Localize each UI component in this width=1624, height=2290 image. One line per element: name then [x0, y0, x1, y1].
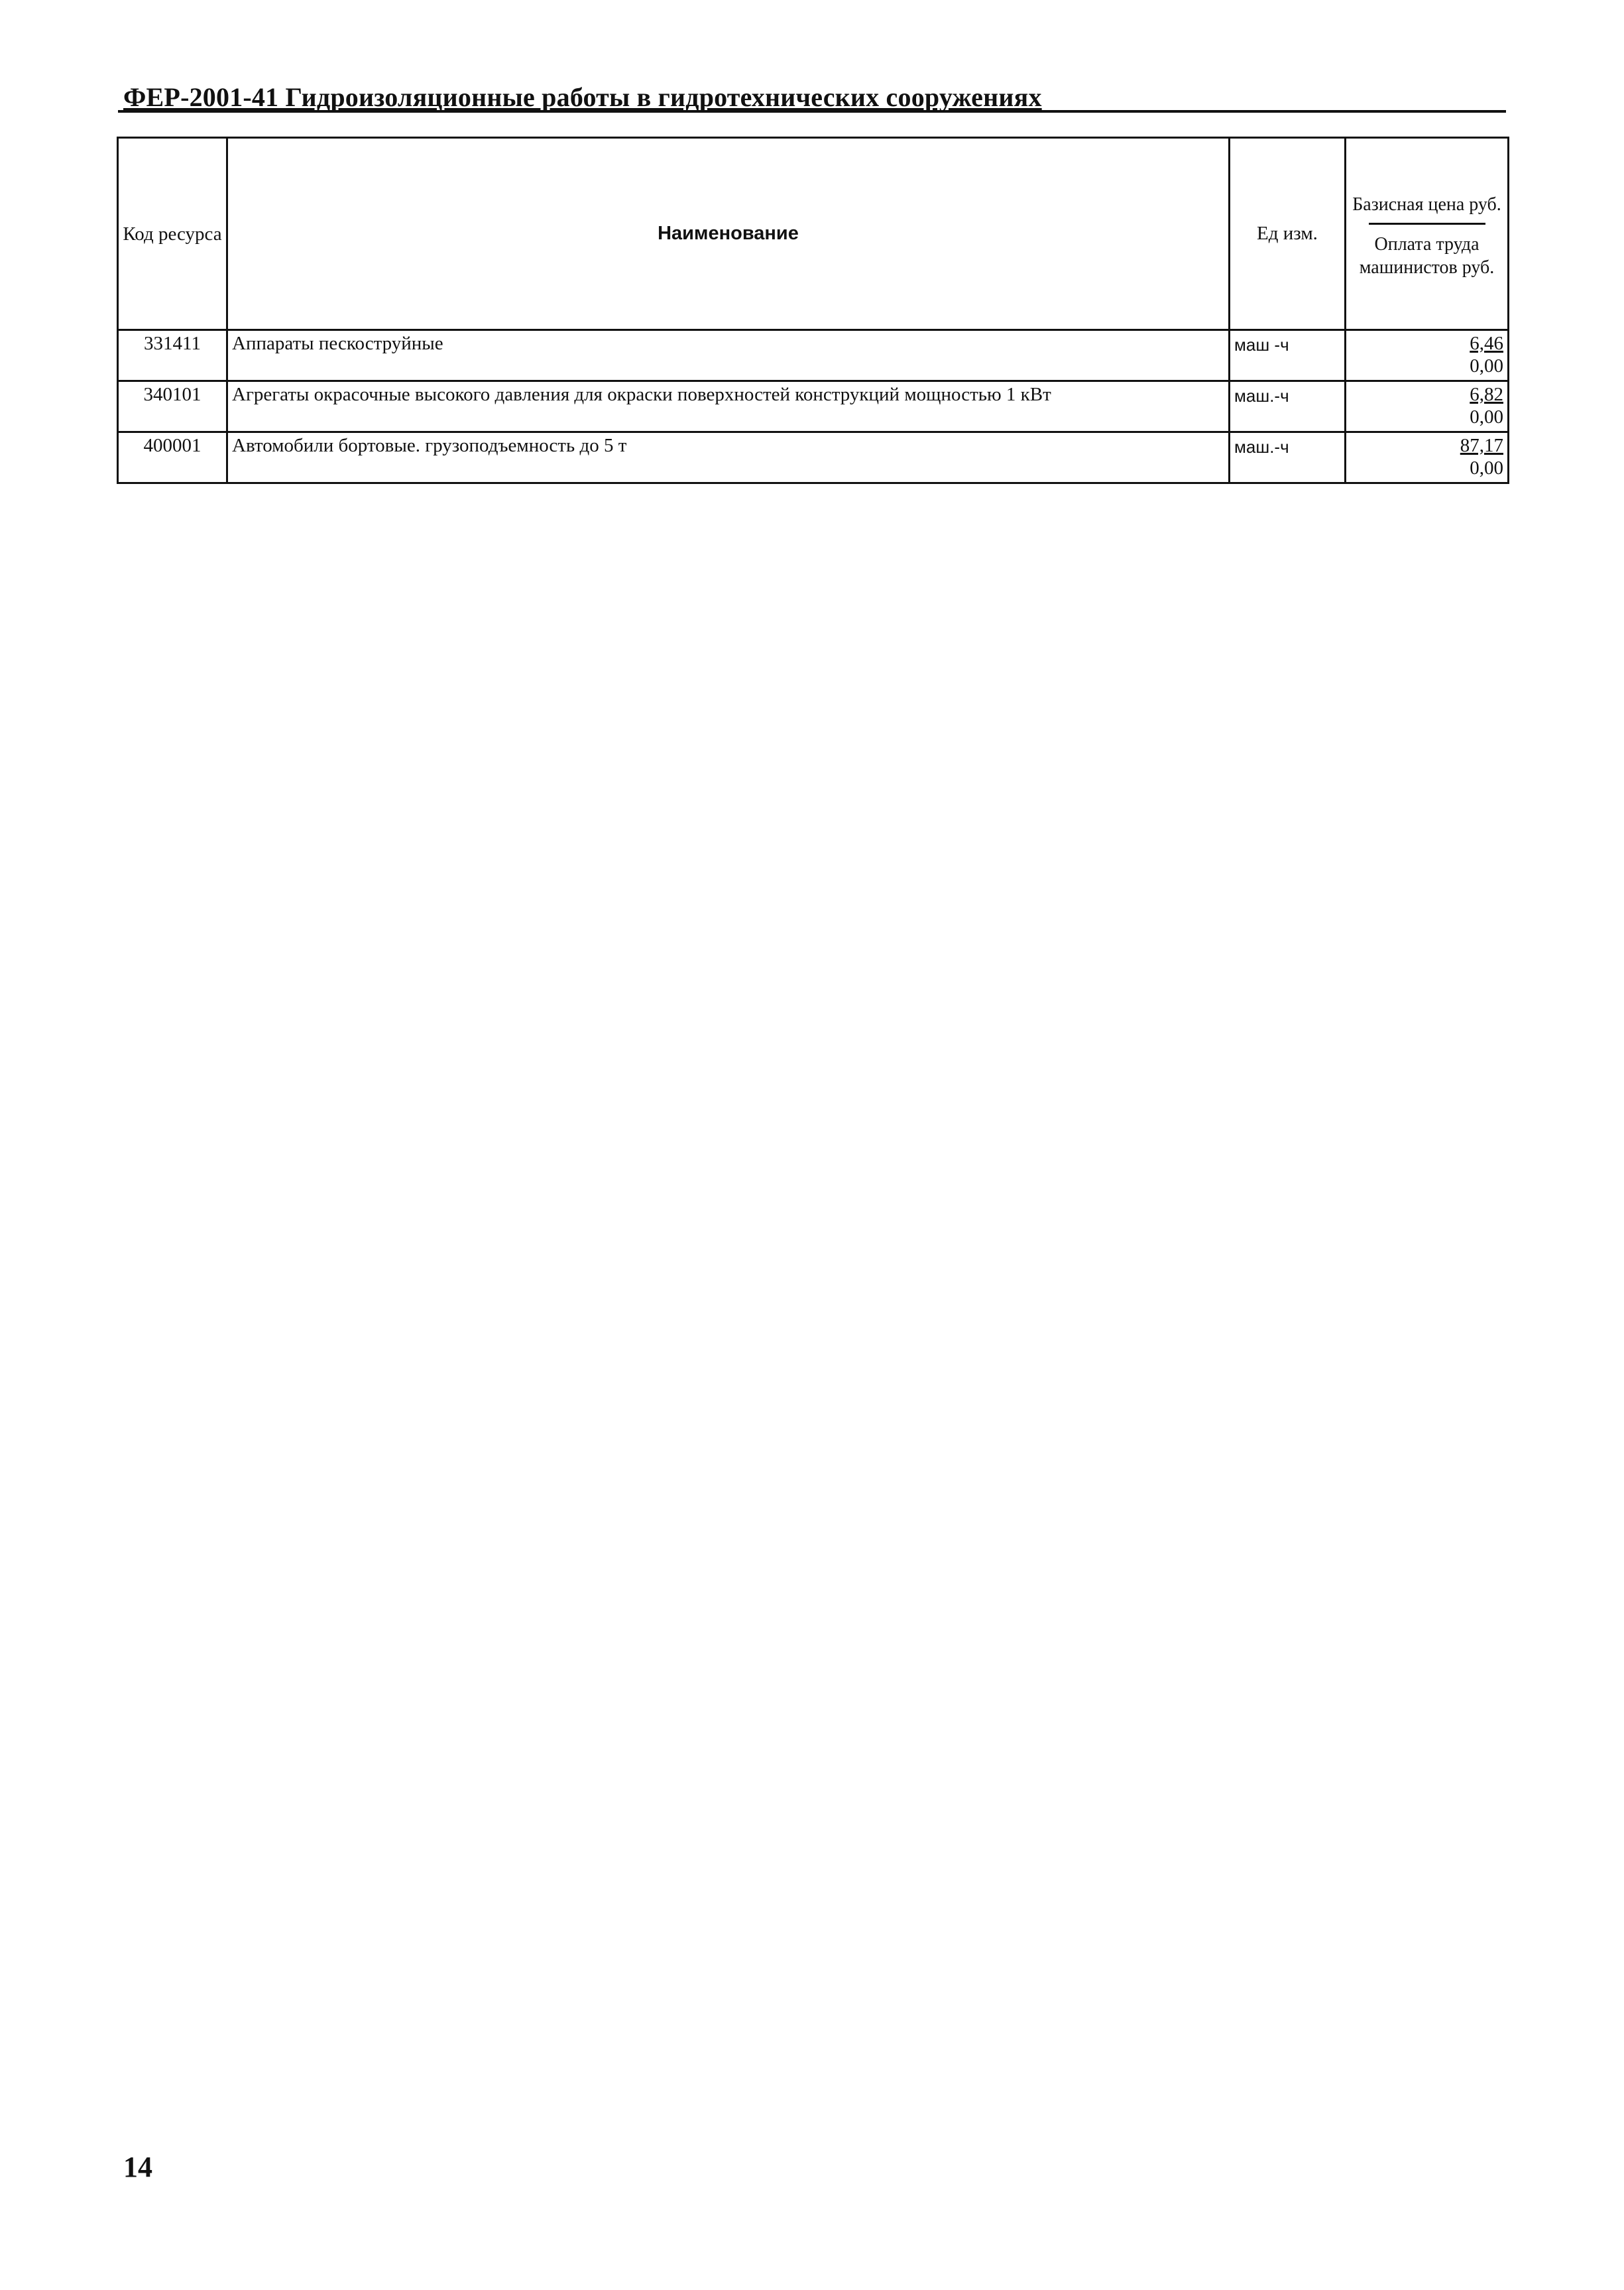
operator-labor-price: 0,00 — [1470, 406, 1503, 428]
page-header — [118, 78, 1506, 113]
resource-code: 340101 — [118, 381, 227, 432]
base-price: 87,17 — [1460, 435, 1503, 456]
header-price — [1346, 138, 1509, 330]
resource-code: 331411 — [118, 330, 227, 381]
base-price: 6,46 — [1470, 333, 1503, 354]
operator-labor-price: 0,00 — [1470, 457, 1503, 479]
header-code: Код ресурса — [118, 138, 227, 330]
header-price-divider — [1369, 223, 1485, 225]
header-operator-labor: Оплата труда машинистов руб. — [1359, 233, 1495, 278]
resource-table — [117, 137, 1509, 484]
resource-code: 400001 — [118, 432, 227, 483]
resource-unit: маш.-ч — [1230, 432, 1346, 483]
resource-price-cell — [1346, 432, 1509, 483]
page-number: 14 — [123, 2151, 152, 2183]
page-title: ФЕР-2001-41 Гидроизоляционные работы в гидротехнических сооружениях — [123, 82, 1042, 112]
header-unit: Ед изм. — [1230, 138, 1346, 330]
table-row — [118, 330, 1509, 381]
table-row — [118, 381, 1509, 432]
resource-unit: маш.-ч — [1230, 381, 1346, 432]
resource-price-cell — [1346, 381, 1509, 432]
operator-labor-price: 0,00 — [1470, 355, 1503, 377]
resource-unit: маш -ч — [1230, 330, 1346, 381]
resource-name: Аппараты пескоструйные — [227, 330, 1230, 381]
resource-name: Агрегаты окрасочные высокого давления для окраски поверхностей конструкций мощностью 1 кВт — [227, 381, 1230, 432]
resource-price-cell — [1346, 330, 1509, 381]
table-header-row — [118, 138, 1509, 330]
resource-name: Автомобили бортовые. грузоподъемность до 5 т — [227, 432, 1230, 483]
header-base-price: Базисная цена руб. — [1352, 194, 1501, 215]
base-price: 6,82 — [1470, 384, 1503, 405]
table-row — [118, 432, 1509, 483]
header-name: Наименование — [227, 138, 1230, 330]
